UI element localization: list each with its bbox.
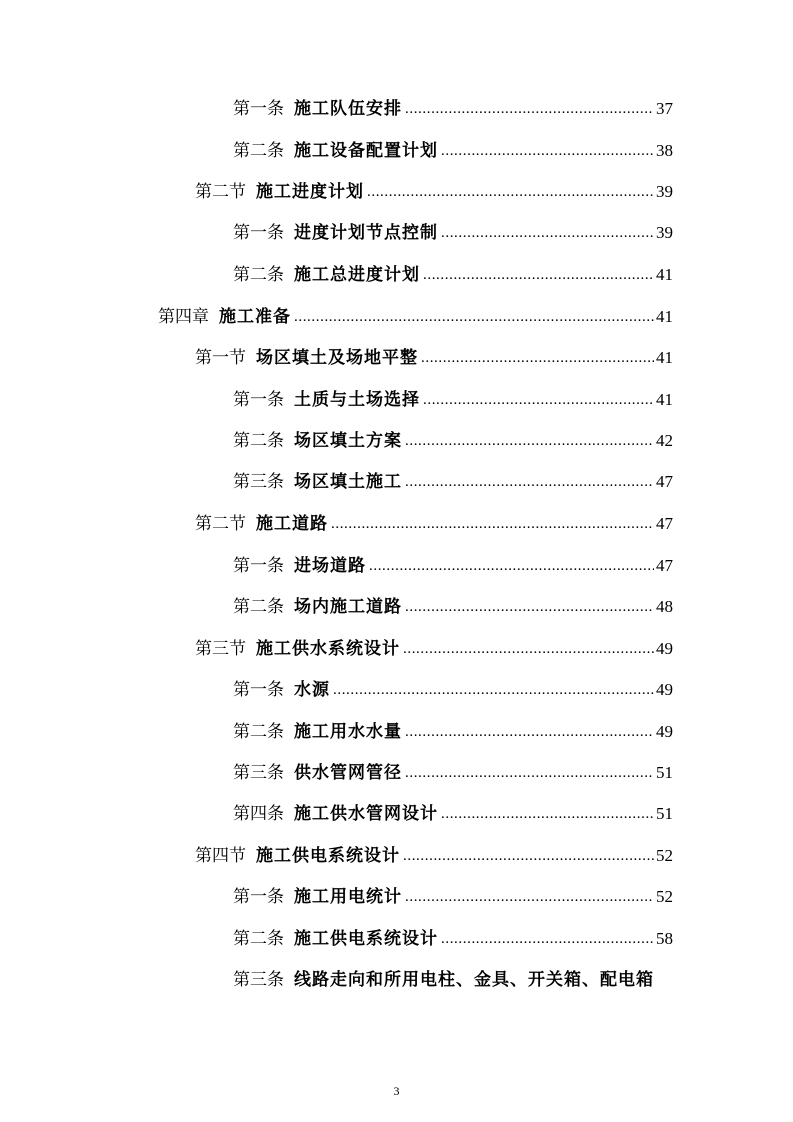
toc-entry-number: 第一节	[195, 348, 246, 368]
toc-entry-page: 49	[656, 680, 673, 699]
toc-entry-number: 第四章	[158, 307, 209, 327]
toc-dot-leader	[405, 719, 654, 745]
toc-dot-leader	[441, 926, 654, 952]
toc-entry-title: 施工用电统计	[294, 887, 402, 907]
toc-entry-page: 41	[656, 390, 673, 409]
toc-entry-title: 供水管网管径	[294, 763, 402, 783]
toc-entry-number: 第一条	[233, 99, 284, 119]
toc-entry-number: 第一条	[233, 887, 284, 907]
toc-entry-title: 施工用水水量	[294, 722, 402, 742]
toc-entry-title: 土质与土场选择	[294, 390, 420, 410]
toc-entry-page: 47	[656, 514, 673, 533]
toc-dot-leader	[369, 553, 654, 579]
toc-entry-title: 场区填土方案	[294, 431, 402, 451]
toc-entry-title: 场区填土施工	[294, 472, 402, 492]
toc-entry-number: 第一条	[233, 390, 284, 410]
toc-dot-leader	[294, 304, 654, 330]
toc-dot-leader	[367, 179, 654, 205]
toc-entry-number: 第二条	[233, 431, 284, 451]
toc-dot-leader	[405, 884, 654, 910]
toc-entry-title: 施工总进度计划	[294, 265, 420, 285]
toc-entry	[233, 967, 673, 993]
toc-entry	[233, 884, 673, 910]
toc-entry-page: 47	[656, 556, 673, 575]
toc-dot-leader	[405, 96, 654, 122]
toc-entry	[158, 304, 673, 330]
toc-entry-title: 施工设备配置计划	[294, 141, 438, 161]
toc-entry	[233, 553, 673, 579]
toc-entry-page: 49	[656, 722, 673, 741]
page-number: 3	[393, 1084, 400, 1098]
toc-entry-page: 52	[656, 846, 673, 865]
toc-entry	[233, 719, 673, 745]
toc-entry-page: 41	[656, 265, 673, 284]
toc-entry	[233, 926, 673, 952]
toc-dot-leader	[405, 760, 654, 786]
toc-dot-leader	[331, 511, 654, 537]
toc-dot-leader	[441, 220, 654, 246]
toc-entry	[233, 428, 673, 454]
toc-dot-leader	[441, 801, 654, 827]
toc-entry-title: 进场道路	[294, 556, 366, 576]
toc-entry-title: 施工供电系统设计	[294, 929, 438, 949]
toc-dot-leader	[423, 387, 654, 413]
toc-entry-page: 38	[656, 141, 673, 160]
toc-entry-number: 第二条	[233, 929, 284, 949]
toc-entry-title: 施工进度计划	[256, 182, 364, 202]
toc-entry-number: 第三节	[195, 639, 246, 659]
toc-entry-page: 39	[656, 223, 673, 242]
toc-entry-title: 场内施工道路	[294, 597, 402, 617]
toc-entry-number: 第二条	[233, 265, 284, 285]
toc-entry-number: 第一条	[233, 223, 284, 243]
toc-entry-page: 52	[656, 887, 673, 906]
toc-entry-title: 场区填土及场地平整	[256, 348, 418, 368]
toc-dot-leader	[441, 138, 654, 164]
toc-dot-leader	[403, 843, 654, 869]
toc-entry-number: 第四节	[195, 846, 246, 866]
toc-entry-page: 49	[656, 639, 673, 658]
toc-dot-leader	[423, 262, 654, 288]
toc-entry	[195, 345, 673, 371]
toc-dot-leader	[421, 345, 654, 371]
toc-entry-title: 线路走向和所用电柱、金具、开关箱、配电箱	[294, 970, 654, 990]
toc-entry	[195, 511, 673, 537]
toc-entry	[195, 843, 673, 869]
toc-entry	[233, 594, 673, 620]
toc-entry-page: 58	[656, 929, 673, 948]
toc-entry-number: 第四条	[233, 804, 284, 824]
toc-entry	[233, 96, 673, 122]
toc-entry-number: 第一条	[233, 680, 284, 700]
toc-entry	[233, 262, 673, 288]
toc-entry	[233, 469, 673, 495]
toc-entry-number: 第三条	[233, 472, 284, 492]
toc-entry-title: 施工队伍安排	[294, 99, 402, 119]
toc-entry-number: 第二条	[233, 722, 284, 742]
toc-entry	[233, 677, 673, 703]
toc-dot-leader	[405, 469, 654, 495]
toc-entry-page: 41	[656, 348, 673, 367]
toc-entry	[233, 387, 673, 413]
toc-entry-title: 施工供水系统设计	[256, 639, 400, 659]
toc-entry	[233, 760, 673, 786]
toc-entry-page: 42	[656, 431, 673, 450]
toc-dot-leader	[405, 594, 654, 620]
toc-entry-page: 48	[656, 597, 673, 616]
toc-entry-title: 施工供电系统设计	[256, 846, 400, 866]
toc-dot-leader	[405, 428, 654, 454]
toc-entry-page: 39	[656, 182, 673, 201]
toc-entry-title: 施工道路	[256, 514, 328, 534]
toc-entry-page: 51	[656, 763, 673, 782]
toc-entry-title: 进度计划节点控制	[294, 223, 438, 243]
toc-dot-leader	[333, 677, 654, 703]
toc-entry-title: 施工供水管网设计	[294, 804, 438, 824]
toc-entry	[195, 179, 673, 205]
toc-entry	[233, 138, 673, 164]
toc-entry-title: 施工准备	[219, 307, 291, 327]
toc-entry-number: 第一条	[233, 556, 284, 576]
toc-entry	[233, 220, 673, 246]
toc-entry	[195, 636, 673, 662]
toc-dot-leader	[403, 636, 654, 662]
toc-entry-page: 51	[656, 804, 673, 823]
toc-entry-number: 第三条	[233, 970, 284, 990]
toc-entry-number: 第二节	[195, 514, 246, 534]
toc-entry-page: 41	[656, 307, 673, 326]
toc-entry-number: 第二节	[195, 182, 246, 202]
toc-entry	[233, 801, 673, 827]
toc-entry-page: 47	[656, 472, 673, 491]
toc-entry-page: 37	[656, 99, 673, 118]
toc-entry-number: 第二条	[233, 141, 284, 161]
toc-entry-number: 第二条	[233, 597, 284, 617]
toc-entry-number: 第三条	[233, 763, 284, 783]
toc-entry-title: 水源	[294, 680, 330, 700]
